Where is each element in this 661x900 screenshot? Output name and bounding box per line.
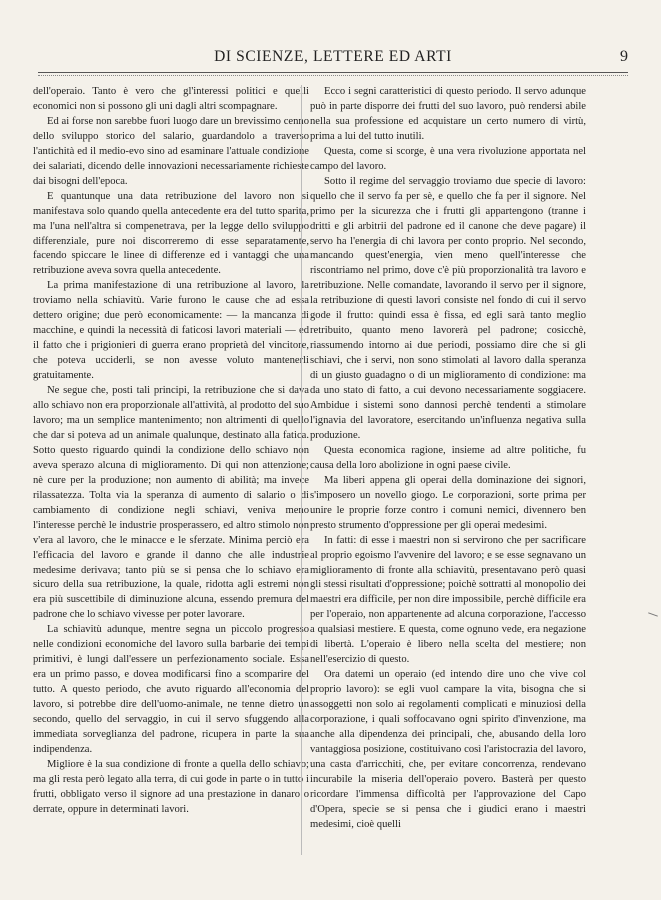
paragraph: Ma liberi appena gli operai della dominazione dei signori, s'imposero un novello giogo. Le corporazioni, sorte prima per unire le proprie forze contro i comuni nemici, divennero ben presto strumento d'oppressione per gli operai medesimi. xyxy=(310,474,586,531)
paragraph: Ora datemi un operaio (ed intendo dire uno che vive col proprio lavoro): se egli vuol campare la vita, bisogna che si assoggetti non solo ai regolamenti complicati e minuziosi della corporazione, i quali soffocavano ogni spirito d'invenzione, ma anche alla dipendenza dei principali, che, abusando della loro vantaggiosa posizione, costituivano così l'aristocrazia del lavoro, una casta d'arricchiti, che, per evitare concorrenza, rendevano incurabile la miseria dell'operaio povero. Basterà per questo ricordare l'immensa difficoltà per l'approvazione del Capo d'Opera, specie se si pensa che i giudici erano i maestri medesimi, cioè quelli xyxy=(310,669,586,830)
paragraph: Questa economica ragione, insieme ad altre politiche, fu causa della loro abolizione in ogni paese civile. xyxy=(310,444,586,471)
paragraph: In fatti: di esse i maestri non si servirono che per sacrificare al proprio egoismo l'avvenire del lavoro; e se esse segnavano un miglioramento di fronte alla schiavitù, presentavano però quasi gli stessi risultati d'oppressione; poichè sottratti al monopolio dei maestri era difficile, per non dire impossibile, perchè difficile era per l'operaio, non appartenente ad alcuna corporazione, l'accesso a qualsiasi mestiere. E questa, come ognuno vede, era negazione di libertà. L'operaio è libero nella scelta del mestiere; non nell'esercizio di questo. xyxy=(310,534,586,666)
page-number: 9 xyxy=(620,48,628,65)
paragraph: dell'operaio. Tanto è vero che gl'interessi politici e quelli economici non si possono gli uni dagli altri scompagnare. xyxy=(33,86,309,112)
paragraph: La prima manifestazione di una retribuzione al lavoro, la troviamo nella schiavitù. Varie furono le cause che ad essa dettero origine; due però economicamente: — la mancanza di macchine, e quindi la necessità di faticosi lavori materiali — ed il fatto che i prigionieri di guerra erano proprietà del vincitore, che poteva ucciderli, se non avesse voluto mantenerli gratuitamente. xyxy=(33,280,309,382)
margin-mark xyxy=(648,612,658,616)
paragraph: Questa, come si scorge, è una vera rivoluzione apportata nel campo del lavoro. xyxy=(310,145,586,172)
paragraph: Ecco i segni caratteristici di questo periodo. Il servo adunque può in parte disporre dei frutti del suo lavoro, può rendersi abile nella sua professione ed acquistare un certo numero di virtù, prima a lui del tutto inutili. xyxy=(310,86,586,142)
right-column xyxy=(310,85,586,855)
column-divider xyxy=(301,85,302,855)
paragraph: Ed ai forse non sarebbe fuori luogo dare un brevissimo cenno dello sviluppo storico del salario, guardandolo a traverso l'antichità ed il medio-evo sino ad esaminare l'attuale condizione dei salariati, dicendo delle innovazioni necessariamente richieste dai bisogni dell'epoca. xyxy=(33,115,309,187)
paragraph: Ne segue che, posti tali principi, la retribuzione che si dava allo schiavo non era proporzionale all'attività, al prodotto del suo lavoro; ma un semplice mantenimento; non altrimenti di quello che dar si poteva ad un animale qualunque, destinato alla fatica. Sotto questo riguardo quindi la condizione dello schiavo non aveva sperazo alcuna di miglioramento. Di qui non attenzione; nè cure per la produzione; non aumento di abilità; ma invece rilassatezza. Tolta via la speranza di aumento di salario o di cambiamento di condizione negli schiavi, veniva meno l'interesse perchè le industrie prosperassero, ed altro stimolo non v'era al lavoro, che le minacce e le sferzate. Minima perciò era l'efficacia del lavoro e grande il danno che alle industrie medesime derivava; tanto più se si pensa che lo schiavo era sicuro della sua retribuzione, la quale, ridotta agli estremi non era più suscettibile di diminuzione alcuna, essendo premura del padrone che lo schiavo vivesse per poter lavorare. xyxy=(33,385,309,621)
paragraph: Sotto il regime del servaggio troviamo due specie di lavoro: quello che il servo fa per sè, e quello che fa per il signore. Nel primo per la sicurezza che i frutti gli appartengono (tranne i dritti e gli arbitrii del padrone ed il canone che deve pagare) il servo ha l'energia di chi lavora per conto proprio. Nel secondo, mancando quest'energia, vien meno quell'interesse che riscontriamo nel primo, dove c'è più proporzionalità tra lavoro e retribuzione. Nelle comandate, lavorando il servo per il signore, la retribuzione di questi lavori consiste nel fondo di cui il servo gode il frutto: quindi essa è fissa, ed egli sarà tanto meglio retribuito, quanto meno lavorerà pel padrone; cosicchè, riassumendo intorno ai due periodi, possiamo dire che si gli schiavi, che i servi, non sono stimolati al lavoro dalla speranza di un giusto guadagno o di un miglioramento di condizione: ma da uno stato di fatto, a cui devono necessariamente soggiacere. Ambidue i sistemi sono dannosi perchè tendenti a stimolare l'ignavia del lavoratore, esercitando un'influenza negativa sulla produzione. xyxy=(310,175,586,441)
header-rule-dotted xyxy=(38,75,628,76)
page-header xyxy=(38,48,628,70)
running-title: DI SCIENZE, LETTERE ED ARTI xyxy=(214,48,452,65)
paragraph: E quantunque una data retribuzione del lavoro non si manifestava solo quando quella antecedente era del tutto sparita, ma l'una nell'altra si compenetrava, per la legge dello sviluppo differenziale, pure noi discorreremo di esse separatamente, facendo spiccare le linee di differenze ed i vantaggi che una retribuzione aveva sovra quella antecedente. xyxy=(33,190,309,277)
header-rule xyxy=(38,72,628,73)
paragraph: Migliore è la sua condizione di fronte a quella dello schiavo; ma gli resta però legato alla terra, di cui gode in parte o in tutto i frutti, obbligato verso il signore ad una prestazione in danaro o derrate, oppure in determinati lavori. xyxy=(33,758,309,815)
paragraph: La schiavitù adunque, mentre segna un piccolo progresso nelle condizioni economiche del lavoro sulla barbarie dei tempi primitivi, è lungi dall'essere un perfezionamento sociale. Essa era un primo passo, e dovea modificarsi fino a scomparire del tutto. A questo periodo, che avuto riguardo all'economia del lavoro, si potrebbe dire dell'uomo-animale, ne tenne dietro un secondo, quello del servaggio, in cui il servo sfuggendo alla immediata sorveglianza del padrone, ricupera in parte la sua indipendenza. xyxy=(33,624,309,755)
left-column xyxy=(33,85,309,855)
